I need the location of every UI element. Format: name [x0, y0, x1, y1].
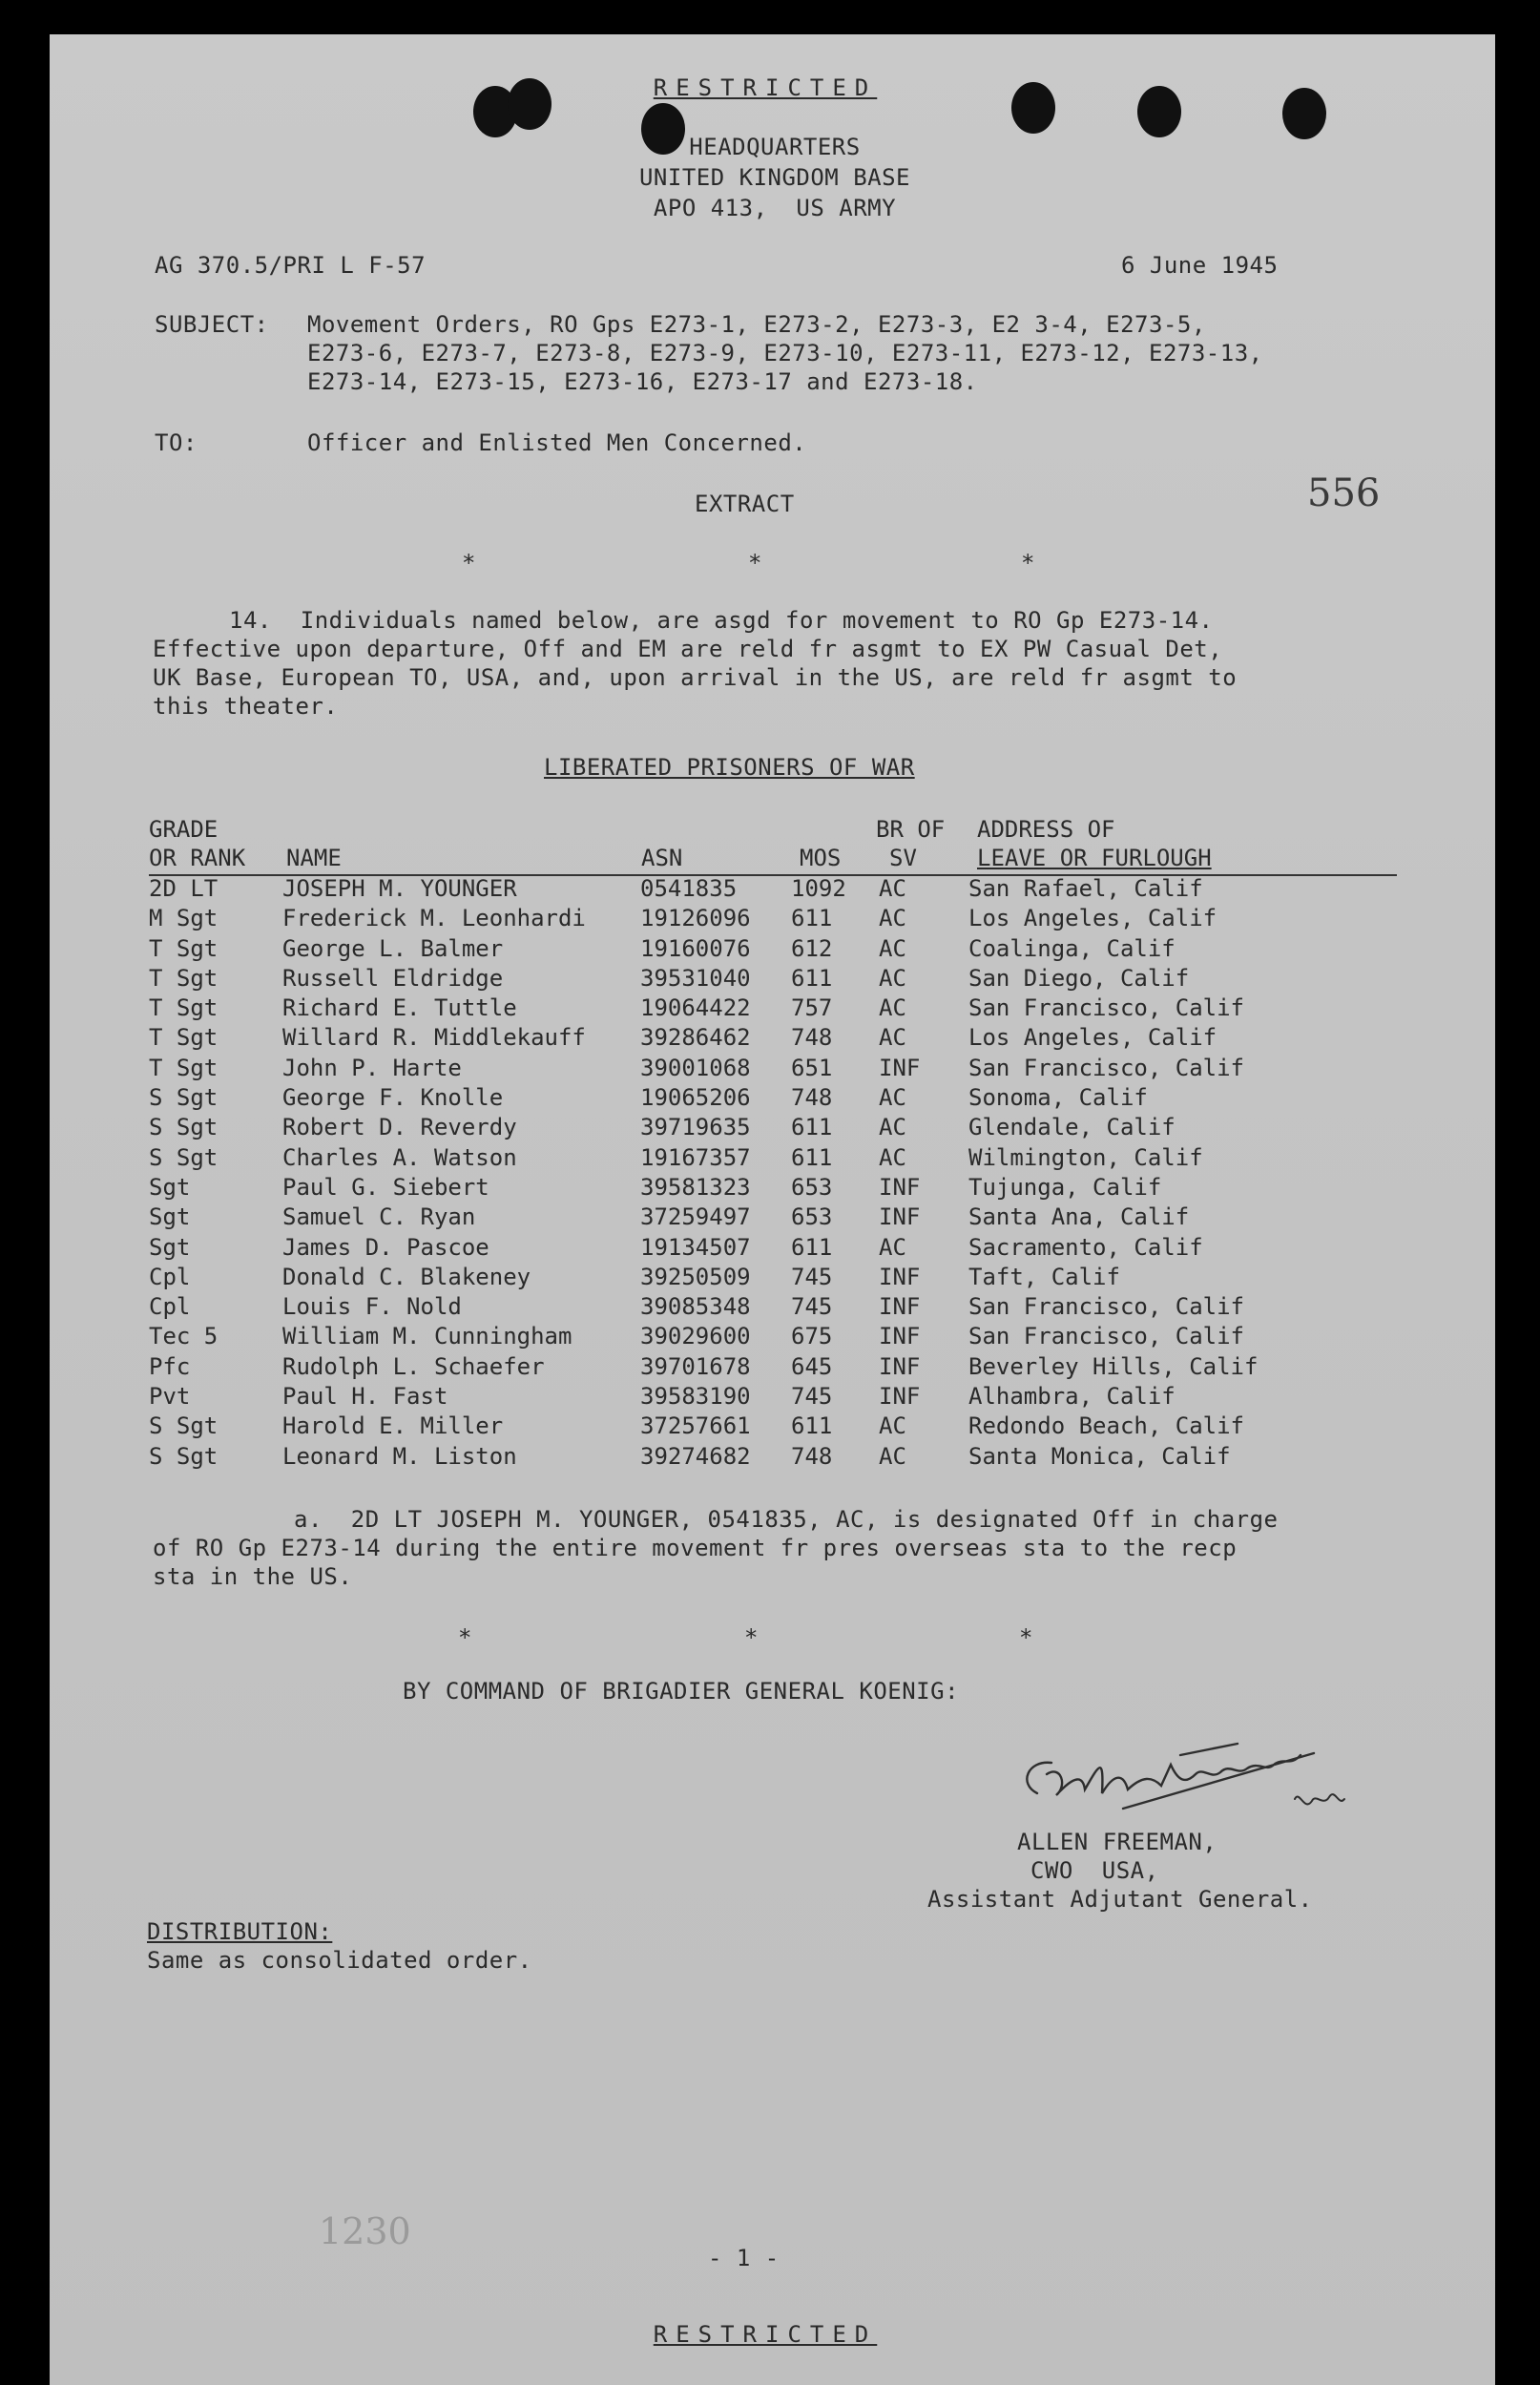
branch-cell: AC — [879, 964, 906, 992]
branch-cell: INF — [879, 1352, 921, 1380]
grade-cell: S Sgt — [149, 1143, 219, 1171]
grade-cell: S Sgt — [149, 1412, 219, 1440]
roster-row — [149, 1023, 1350, 1053]
address-cell: San Francisco, Calif — [968, 1323, 1244, 1350]
grade-cell: S Sgt — [149, 1084, 219, 1112]
header-mos: MOS — [800, 845, 842, 871]
asn-cell: 19064422 — [640, 994, 751, 1022]
mos-cell: 653 — [791, 1203, 833, 1231]
address-cell: Redondo Beach, Calif — [968, 1412, 1244, 1440]
paragraph-line-3: UK Base, European TO, USA, and, upon arrival in the US, are reld fr asgmt to — [153, 664, 1238, 691]
to-label: TO: — [155, 429, 198, 456]
grade-cell: T Sgt — [149, 934, 219, 962]
asterisk: * — [1021, 550, 1035, 576]
name-cell: William M. Cunningham — [282, 1323, 572, 1350]
address-cell: San Rafael, Calif — [968, 875, 1203, 902]
mos-cell: 611 — [791, 1233, 833, 1261]
address-cell: San Francisco, Calif — [968, 1054, 1244, 1081]
asn-cell: 37259497 — [640, 1203, 751, 1231]
header-line-3: APO 413, US ARMY — [653, 195, 897, 221]
classification-top: RESTRICTED — [653, 74, 878, 101]
mos-cell: 653 — [791, 1173, 833, 1201]
branch-cell: AC — [879, 994, 906, 1022]
address-cell: Los Angeles, Calif — [968, 905, 1217, 932]
command-line: BY COMMAND OF BRIGADIER GENERAL KOENIG: — [403, 1678, 960, 1705]
roster-row — [149, 1292, 1350, 1322]
asterisk: * — [462, 550, 476, 576]
grade-cell: T Sgt — [149, 1054, 219, 1081]
name-cell: John P. Harte — [282, 1054, 462, 1081]
roster-row — [149, 1113, 1350, 1142]
paragraph-line-1: 14. Individuals named below, are asgd for movement to RO Gp E273-14. — [229, 607, 1214, 634]
asterisk: * — [1019, 1624, 1033, 1651]
mos-cell: 611 — [791, 964, 833, 992]
mos-cell: 745 — [791, 1263, 833, 1290]
roster-row — [149, 1412, 1350, 1441]
branch-cell: AC — [879, 875, 906, 902]
to-text: Officer and Enlisted Men Concerned. — [307, 429, 807, 456]
name-cell: Rudolph L. Schaefer — [282, 1352, 545, 1380]
name-cell: Harold E. Miller — [282, 1412, 504, 1440]
header-br-top: BR OF — [876, 816, 946, 843]
address-cell: Santa Ana, Calif — [968, 1203, 1190, 1231]
punch-hole-4 — [1011, 82, 1055, 134]
address-cell: Los Angeles, Calif — [968, 1024, 1217, 1052]
grade-cell: M Sgt — [149, 905, 219, 932]
header-name: NAME — [286, 845, 342, 871]
grade-cell: T Sgt — [149, 1024, 219, 1052]
header-grade-bottom: OR RANK — [149, 845, 246, 871]
roster-row — [149, 874, 1350, 904]
note-line-2: of RO Gp E273-14 during the entire movement fr pres overseas sta to the recp — [153, 1535, 1238, 1561]
roster-title: LIBERATED PRISONERS OF WAR — [544, 754, 915, 781]
signatory-name: ALLEN FREEMAN, — [1017, 1829, 1217, 1855]
asn-cell: 39085348 — [640, 1293, 751, 1321]
branch-cell: INF — [879, 1263, 921, 1290]
name-cell: Frederick M. Leonhardi — [282, 905, 586, 932]
roster-row — [149, 1322, 1350, 1351]
name-cell: Paul H. Fast — [282, 1383, 448, 1411]
address-cell: Glendale, Calif — [968, 1114, 1176, 1141]
address-cell: Taft, Calif — [968, 1263, 1120, 1290]
distribution-text: Same as consolidated order. — [147, 1947, 532, 1974]
asn-cell: 39583190 — [640, 1383, 751, 1411]
roster-row — [149, 964, 1350, 994]
grade-cell: Cpl — [149, 1263, 191, 1290]
paragraph-line-4: this theater. — [153, 693, 339, 720]
subject-line-1: Movement Orders, RO Gps E273-1, E273-2, E273-3, E2 3-4, E273-5, — [307, 311, 1206, 338]
asn-cell: 39581323 — [640, 1173, 751, 1201]
branch-cell: AC — [879, 1084, 906, 1112]
grade-cell: Sgt — [149, 1233, 191, 1261]
address-cell: Alhambra, Calif — [968, 1383, 1176, 1411]
address-cell: Wilmington, Calif — [968, 1143, 1203, 1171]
roster-row — [149, 1233, 1350, 1263]
page-number: - 1 - — [708, 2245, 780, 2271]
signatory-rank: CWO USA, — [1030, 1857, 1159, 1884]
header-line-1: HEADQUARTERS — [689, 134, 861, 160]
header-br-bottom: SV — [889, 845, 917, 871]
branch-cell: AC — [879, 1114, 906, 1141]
note-line-3: sta in the US. — [153, 1563, 353, 1590]
classification-bottom: RESTRICTED — [653, 2321, 878, 2348]
mos-cell: 611 — [791, 1412, 833, 1440]
address-cell: Sacramento, Calif — [968, 1233, 1203, 1261]
subject-line-3: E273-14, E273-15, E273-16, E273-17 and E273-18. — [307, 368, 978, 395]
grade-cell: Pvt — [149, 1383, 191, 1411]
address-cell: Santa Monica, Calif — [968, 1442, 1231, 1470]
grade-cell: Sgt — [149, 1173, 191, 1201]
footer-stamp-number: 1230 — [319, 2210, 411, 2252]
grade-cell: Sgt — [149, 1203, 191, 1231]
name-cell: James D. Pascoe — [282, 1233, 489, 1261]
roster-row — [149, 1442, 1350, 1472]
mos-cell: 748 — [791, 1084, 833, 1112]
roster-row — [149, 1054, 1350, 1083]
address-cell: San Francisco, Calif — [968, 994, 1244, 1022]
asn-cell: 19160076 — [640, 934, 751, 962]
extract-label: EXTRACT — [695, 491, 795, 517]
name-cell: Robert D. Reverdy — [282, 1114, 517, 1141]
document-date: 6 June 1945 — [1121, 252, 1279, 279]
name-cell: George L. Balmer — [282, 934, 504, 962]
branch-cell: INF — [879, 1383, 921, 1411]
roster-row — [149, 1203, 1350, 1232]
address-cell: San Diego, Calif — [968, 964, 1190, 992]
asn-cell: 39531040 — [640, 964, 751, 992]
name-cell: Willard R. Middlekauff — [282, 1024, 586, 1052]
name-cell: Paul G. Siebert — [282, 1173, 489, 1201]
grade-cell: Cpl — [149, 1293, 191, 1321]
page-stamp-number: 556 — [1307, 471, 1381, 515]
mos-cell: 611 — [791, 1143, 833, 1171]
grade-cell: 2D LT — [149, 875, 219, 902]
branch-cell: AC — [879, 934, 906, 962]
asterisk: * — [744, 1624, 759, 1651]
mos-cell: 612 — [791, 934, 833, 962]
branch-cell: INF — [879, 1293, 921, 1321]
grade-cell: S Sgt — [149, 1114, 219, 1141]
asn-cell: 19065206 — [640, 1084, 751, 1112]
address-cell: Coalinga, Calif — [968, 934, 1176, 962]
roster-table — [149, 874, 1350, 1472]
mos-cell: 745 — [791, 1293, 833, 1321]
name-cell: Samuel C. Ryan — [282, 1203, 476, 1231]
branch-cell: AC — [879, 1024, 906, 1052]
grade-cell: S Sgt — [149, 1442, 219, 1470]
branch-cell: INF — [879, 1173, 921, 1201]
header-address-bottom: LEAVE OR FURLOUGH — [977, 845, 1212, 871]
punch-hole-2 — [508, 78, 551, 130]
branch-cell: INF — [879, 1054, 921, 1081]
header-grade-top: GRADE — [149, 816, 219, 843]
name-cell: Charles A. Watson — [282, 1143, 517, 1171]
punch-hole-6 — [1282, 88, 1326, 139]
name-cell: Leonard M. Liston — [282, 1442, 517, 1470]
name-cell: Russell Eldridge — [282, 964, 504, 992]
header-asn: ASN — [641, 845, 683, 871]
branch-cell: AC — [879, 1412, 906, 1440]
file-reference: AG 370.5/PRI L F-57 — [155, 252, 427, 279]
mos-cell: 745 — [791, 1383, 833, 1411]
subject-label: SUBJECT: — [155, 311, 269, 338]
handwritten-signature — [1009, 1726, 1371, 1831]
asn-cell: 39719635 — [640, 1114, 751, 1141]
asn-cell: 39001068 — [640, 1054, 751, 1081]
grade-cell: Tec 5 — [149, 1323, 219, 1350]
mos-cell: 675 — [791, 1323, 833, 1350]
branch-cell: AC — [879, 1442, 906, 1470]
name-cell: Donald C. Blakeney — [282, 1263, 531, 1290]
name-cell: Richard E. Tuttle — [282, 994, 517, 1022]
branch-cell: INF — [879, 1203, 921, 1231]
roster-row — [149, 1382, 1350, 1412]
asn-cell: 0541835 — [640, 875, 738, 902]
mos-cell: 611 — [791, 905, 833, 932]
asn-cell: 39029600 — [640, 1323, 751, 1350]
roster-row — [149, 1263, 1350, 1292]
asn-cell: 19126096 — [640, 905, 751, 932]
grade-cell: T Sgt — [149, 964, 219, 992]
roster-row — [149, 904, 1350, 933]
grade-cell: Pfc — [149, 1352, 191, 1380]
mos-cell: 748 — [791, 1024, 833, 1052]
roster-row — [149, 1143, 1350, 1173]
address-cell: Tujunga, Calif — [968, 1173, 1162, 1201]
signatory-title: Assistant Adjutant General. — [927, 1886, 1313, 1913]
mos-cell: 757 — [791, 994, 833, 1022]
asn-cell: 39286462 — [640, 1024, 751, 1052]
asn-cell: 39701678 — [640, 1352, 751, 1380]
roster-row — [149, 994, 1350, 1023]
name-cell: JOSEPH M. YOUNGER — [282, 875, 517, 902]
asn-cell: 39274682 — [640, 1442, 751, 1470]
address-cell: Beverley Hills, Calif — [968, 1352, 1259, 1380]
mos-cell: 748 — [791, 1442, 833, 1470]
branch-cell: AC — [879, 1143, 906, 1171]
subject-line-2: E273-6, E273-7, E273-8, E273-9, E273-10, E273-11, E273-12, E273-13, — [307, 340, 1263, 366]
distribution-label: DISTRIBUTION: — [147, 1918, 333, 1945]
branch-cell: AC — [879, 905, 906, 932]
asn-cell: 37257661 — [640, 1412, 751, 1440]
asn-cell: 39250509 — [640, 1263, 751, 1290]
document-page — [50, 34, 1495, 2385]
name-cell: George F. Knolle — [282, 1084, 504, 1112]
roster-row — [149, 934, 1350, 964]
roster-row — [149, 1083, 1350, 1113]
asn-cell: 19134507 — [640, 1233, 751, 1261]
header-address-top: ADDRESS OF — [977, 816, 1115, 843]
punch-hole-5 — [1137, 86, 1181, 137]
address-cell: San Francisco, Calif — [968, 1293, 1244, 1321]
name-cell: Louis F. Nold — [282, 1293, 462, 1321]
header-line-2: UNITED KINGDOM BASE — [638, 164, 911, 191]
mos-cell: 611 — [791, 1114, 833, 1141]
grade-cell: T Sgt — [149, 994, 219, 1022]
mos-cell: 651 — [791, 1054, 833, 1081]
note-line-1: a. 2D LT JOSEPH M. YOUNGER, 0541835, AC, is designated Off in charge — [294, 1506, 1279, 1533]
branch-cell: INF — [879, 1323, 921, 1350]
asn-cell: 19167357 — [640, 1143, 751, 1171]
paragraph-line-2: Effective upon departure, Off and EM are reld fr asgmt to EX PW Casual Det, — [153, 636, 1223, 662]
roster-row — [149, 1352, 1350, 1382]
roster-row — [149, 1173, 1350, 1203]
asterisk: * — [748, 550, 762, 576]
mos-cell: 1092 — [791, 875, 846, 902]
asterisk: * — [458, 1624, 472, 1651]
mos-cell: 645 — [791, 1352, 833, 1380]
address-cell: Sonoma, Calif — [968, 1084, 1148, 1112]
branch-cell: AC — [879, 1233, 906, 1261]
